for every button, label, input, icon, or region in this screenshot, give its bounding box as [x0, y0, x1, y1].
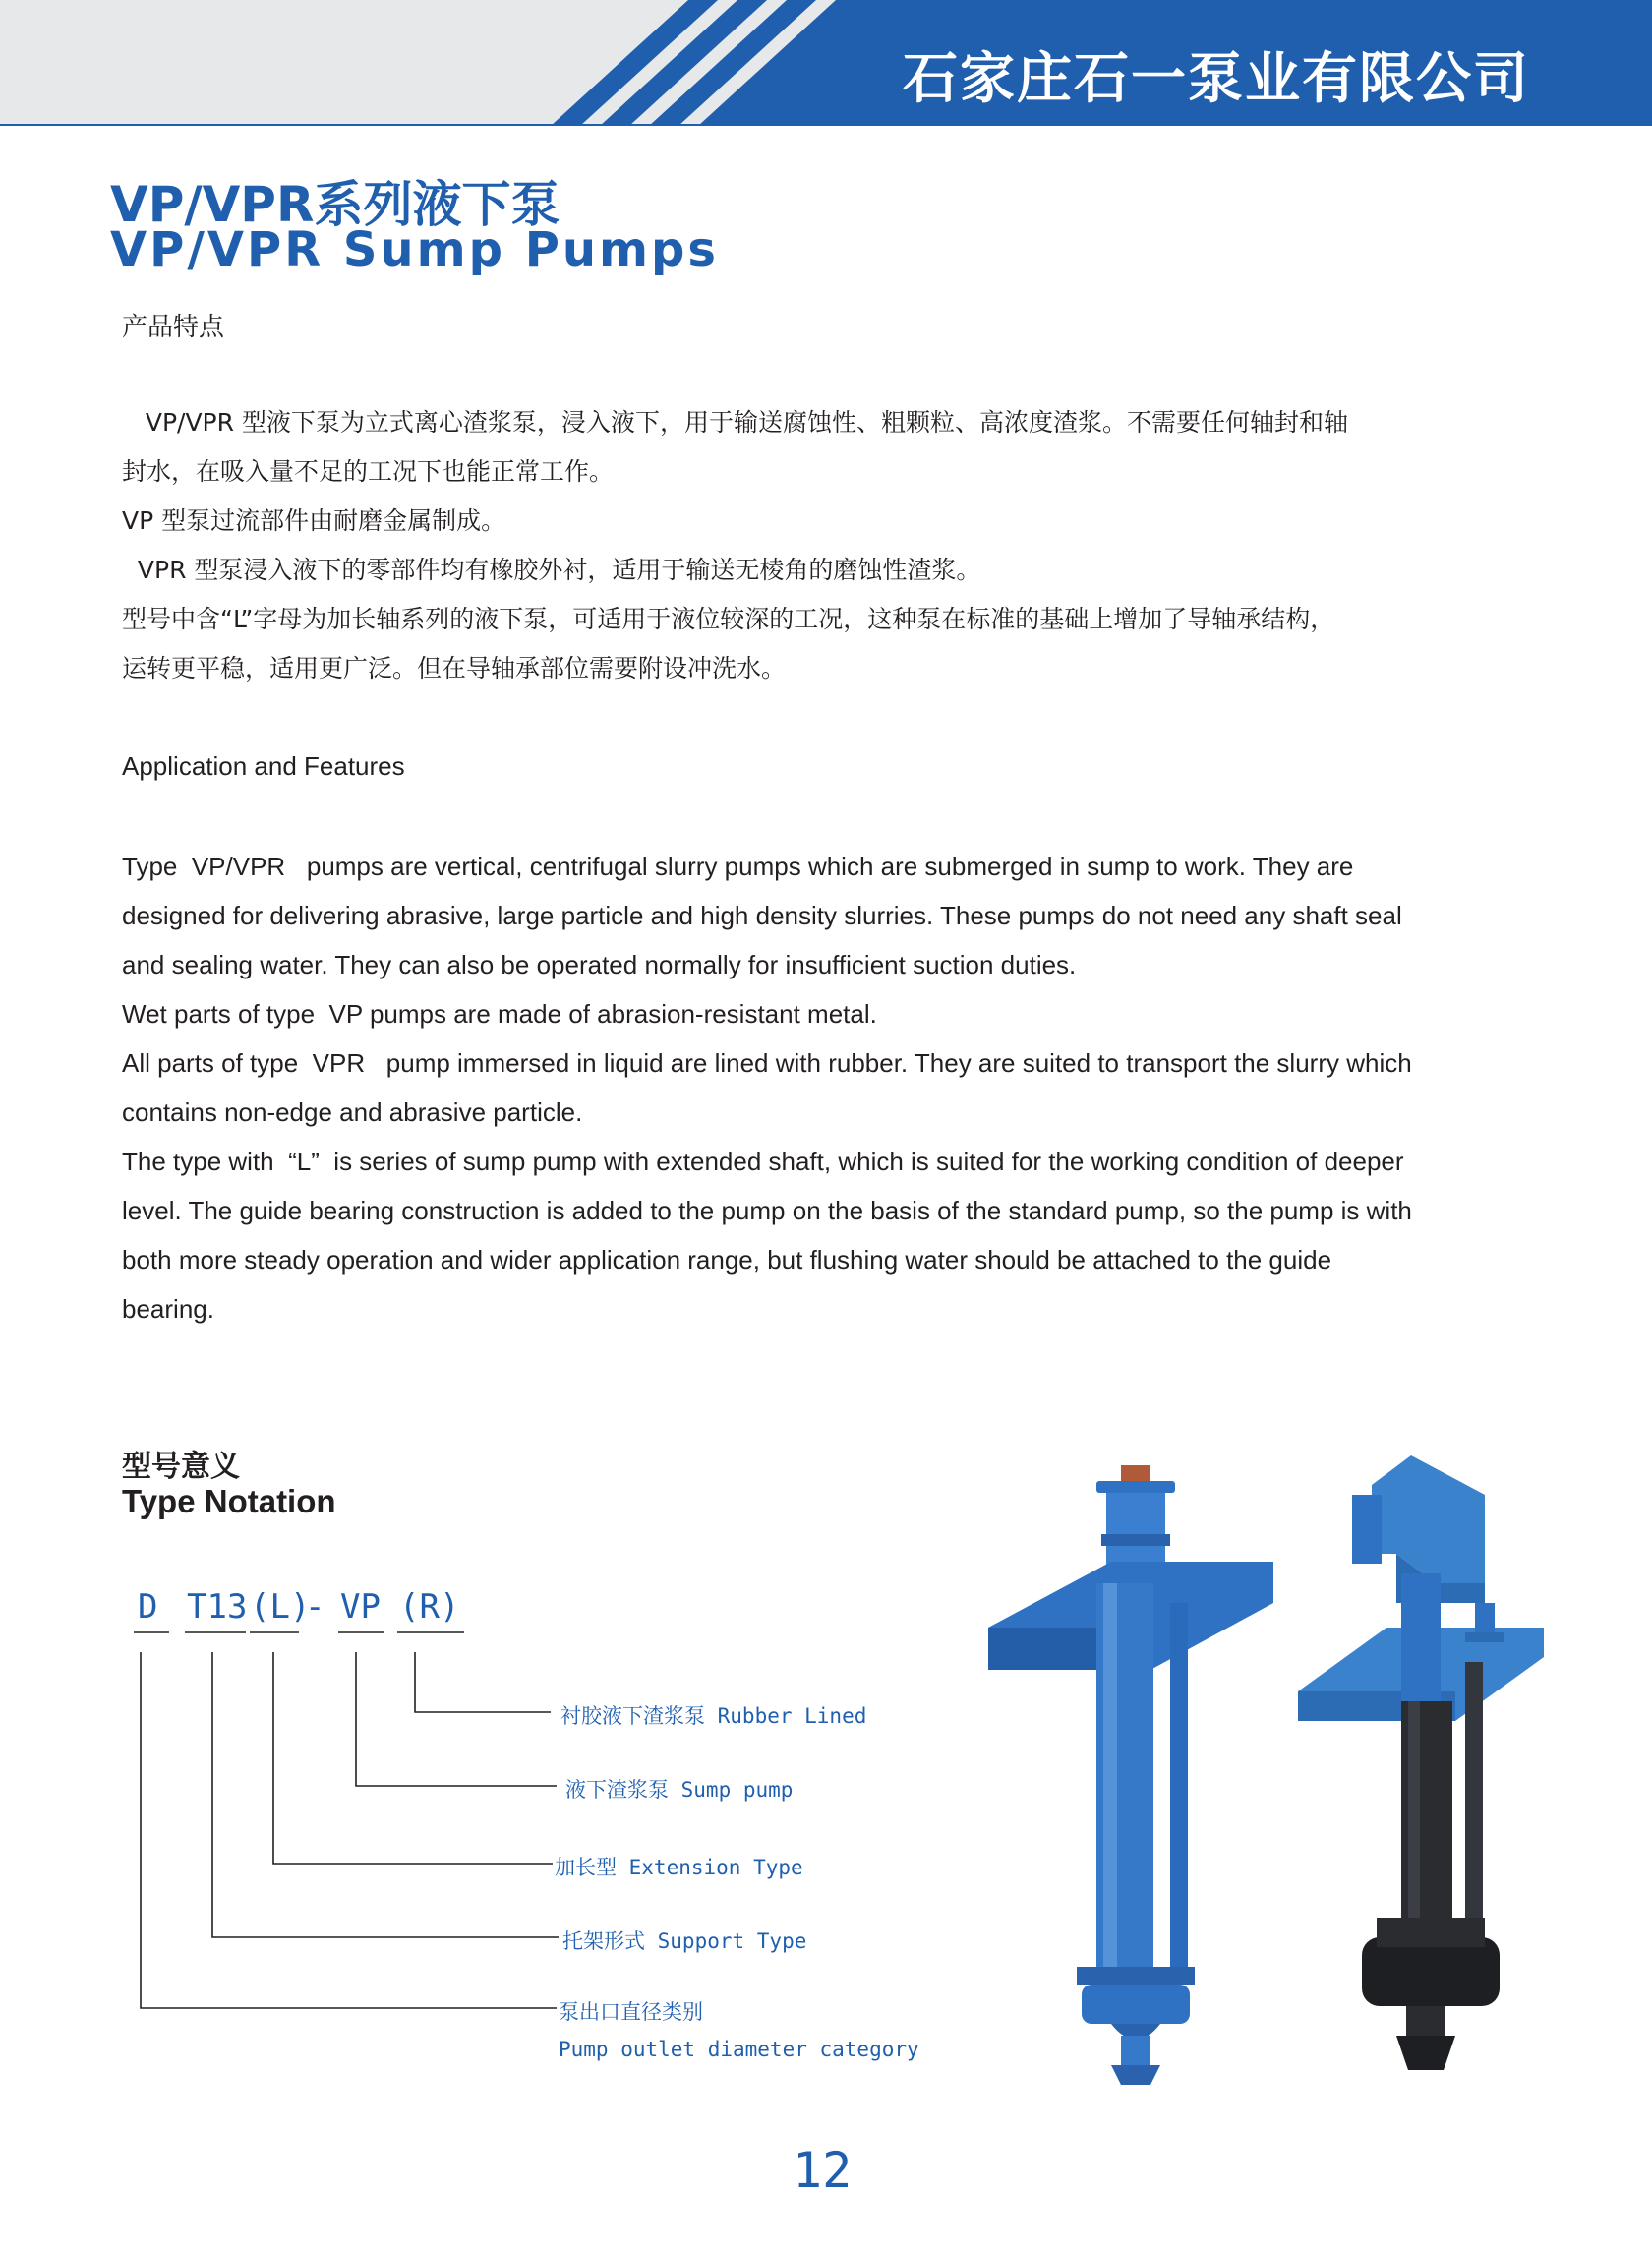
legend-rubber-lined: 衬胶液下渣浆泵 Rubber Lined	[560, 1704, 867, 1728]
features-heading-en: Application and Features	[122, 751, 405, 781]
code-part-l: (L)	[250, 1587, 311, 1627]
blue-vp-pump-image	[988, 1465, 1273, 2085]
page-title-en: VP/VPR Sump Pumps	[110, 222, 719, 277]
text-line: VPR 型泵浸入液下的零部件均有橡胶外衬，适用于输送无棱角的磨蚀性渣浆。	[122, 556, 981, 584]
page-title-cn: VP/VPR系列液下泵	[110, 176, 560, 233]
text-line: 型号中含“L”字母为加长轴系列的液下泵，可适用于液位较深的工况，这种泵在标准的基础上增加了导轴承结构，	[122, 605, 1335, 633]
text-line: VP 型泵过流部件由耐磨金属制成。	[122, 506, 506, 535]
type-notation-title-en: Type Notation	[122, 1483, 336, 1519]
legend-outlet-diameter-cn: 泵出口直径类别	[559, 2000, 703, 2024]
code-part-d: D	[138, 1587, 158, 1627]
text-line: both more steady operation and wider application range, but flushing water should be attached to the guide	[122, 1245, 1332, 1275]
legend-sump-pump: 液下渣浆泵 Sump pump	[565, 1778, 794, 1802]
text-line: VP/VPR 型液下泵为立式离心渣浆泵，浸入液下，用于输送腐蚀性、粗颗粒、高浓度渣浆。不需要任何轴封和轴	[122, 408, 1348, 437]
type-notation-title-cn: 型号意义	[122, 1450, 240, 1484]
page-number: 12	[793, 2142, 853, 2199]
text-line: Wet parts of type VP pumps are made of abrasion-resistant metal.	[122, 999, 877, 1029]
code-part-dash: -	[305, 1587, 325, 1627]
company-name: 石家庄石一泵业有限公司	[903, 46, 1530, 111]
pump-photos	[974, 1455, 1583, 2095]
text-line: 封水，在吸入量不足的工况下也能正常工作。	[122, 457, 615, 486]
features-heading-cn: 产品特点	[122, 313, 225, 342]
text-line: 运转更平稳，适用更广泛。但在导轴承部位需要附设冲洗水。	[122, 654, 787, 682]
code-part-vp: VP	[340, 1587, 381, 1627]
text-line: designed for delivering abrasive, large particle and high density slurries. These pumps do not need any shaft seal	[122, 901, 1402, 930]
code-part-t13: T13	[187, 1587, 248, 1627]
legend-outlet-diameter-en: Pump outlet diameter category	[559, 2038, 919, 2061]
text-line: All parts of type VPR pump immersed in liquid are lined with rubber. They are suited to transport the slurry which	[122, 1048, 1412, 1078]
text-line: level. The guide bearing construction is added to the pump on the basis of the standard pump, so the pump is with	[122, 1196, 1412, 1225]
code-part-r: (R)	[399, 1587, 460, 1627]
text-line: and sealing water. They can also be operated normally for insufficient suction duties.	[122, 950, 1077, 979]
legend-support-type: 托架形式 Support Type	[562, 1929, 807, 1953]
text-line: Type VP/VPR pumps are vertical, centrifugal slurry pumps which are submerged in sump to work. They are	[122, 852, 1354, 881]
text-line: The type with “L” is series of sump pump with extended shaft, which is suited for the working condition of deeper	[122, 1147, 1404, 1176]
legend-extension-type: 加长型 Extension Type	[555, 1856, 803, 1879]
text-line: bearing.	[122, 1294, 214, 1324]
dark-vpr-pump-image	[1298, 1455, 1544, 2070]
text-line: contains non-edge and abrasive particle.	[122, 1097, 583, 1127]
